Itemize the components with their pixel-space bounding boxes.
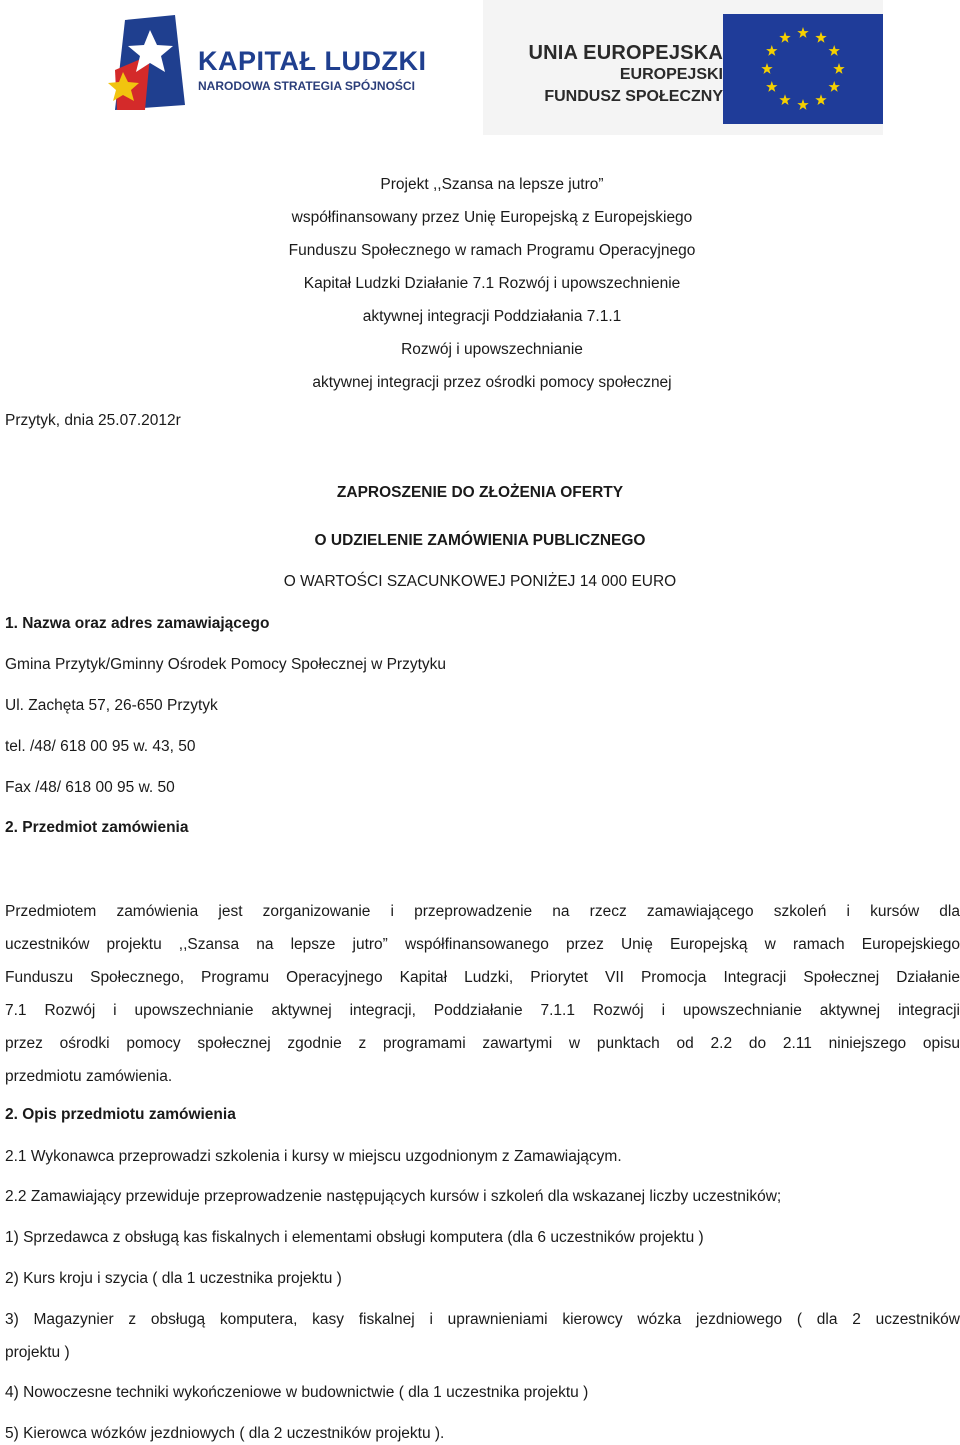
- project-line-6: Rozwój i upowszechnianie: [401, 341, 583, 358]
- project-header: [200, 168, 784, 399]
- date-line: Przytyk, dnia 25.07.2012r: [5, 412, 181, 429]
- section2-heading: 2. Przedmiot zamówienia: [5, 819, 189, 836]
- project-line-3: Funduszu Społecznego w ramach Programu Operacyjnego: [288, 242, 696, 259]
- para-line-2: uczestników projektu ,,Szansa na lepsze jutro” współfinansowanego przez Unię Europejską w ramach Europejskiego: [5, 936, 960, 953]
- list-item-3: 3) Magazynier z obsługą komputera, kasy fiskalnej i uprawnieniami kierowcy wózka jezdniowego ( dla 2 uczestników: [5, 1311, 960, 1328]
- title-line-2: O UDZIELENIE ZAMÓWIENIA PUBLICZNEGO: [314, 532, 646, 549]
- title-line-3: O WARTOŚCI SZACUNKOWEJ PONIŻEJ 14 000 EURO: [283, 573, 677, 590]
- section2-paragraph: [5, 895, 960, 1093]
- ue-title: UNIA EUROPEJSKA: [528, 42, 723, 64]
- section3-heading: 2. Opis przedmiotu zamówienia: [5, 1106, 236, 1123]
- project-line-5: aktywnej integracji Poddziałania 7.1.1: [362, 308, 622, 325]
- ue-subtitle-1: EUROPEJSKI: [619, 66, 723, 83]
- para-line-3: Funduszu Społecznego, Programu Operacyjnego Kapitał Ludzki, Priorytet VII Promocja Integracji Społecznej Działanie: [5, 969, 960, 986]
- project-line-4: Kapitał Ludzki Działanie 7.1 Rozwój i upowszechnienie: [303, 275, 681, 292]
- project-line-7: aktywnej integracji przez ośrodki pomocy społecznej: [312, 374, 672, 391]
- list-item-1: 1) Sprzedawca z obsługą kas fiskalnych i elementami obsługi komputera (dla 6 uczestników projektu ): [5, 1229, 704, 1246]
- kapital-ludzki-emblem-icon: [105, 10, 195, 120]
- project-line-2: współfinansowany przez Unię Europejską z Europejskiego: [291, 209, 693, 226]
- para-line-6: przedmiotu zamówienia.: [5, 1068, 173, 1085]
- title-line-1: ZAPROSZENIE DO ZŁOŻENIA OFERTY: [336, 484, 624, 501]
- ue-subtitle-2: FUNDUSZ SPOŁECZNY: [544, 88, 723, 105]
- list-item-3-cont: projektu ): [5, 1344, 70, 1361]
- section1-line-3: tel. /48/ 618 00 95 w. 43, 50: [5, 738, 196, 755]
- kapital-ludzki-title: KAPITAŁ LUDZKI: [198, 46, 427, 76]
- kapital-ludzki-subtitle: NARODOWA STRATEGIA SPÓJNOŚCI: [198, 79, 415, 93]
- eu-flag-icon: [723, 14, 883, 124]
- item-2-2: 2.2 Zamawiający przewiduje przeprowadzenie następujących kursów i szkoleń dla wskazanej liczby uczestników;: [5, 1188, 782, 1205]
- list-item-5: 5) Kierowca wózków jezdniowych ( dla 2 uczestników projektu ).: [5, 1425, 445, 1442]
- section1-line-1: Gmina Przytyk/Gminny Ośrodek Pomocy Społecznej w Przytyku: [5, 656, 447, 673]
- list-item-4: 4) Nowoczesne techniki wykończeniowe w budownictwie ( dla 1 uczestnika projektu ): [5, 1384, 589, 1401]
- para-line-4: 7.1 Rozwój i upowszechnianie aktywnej integracji, Poddziałanie 7.1.1 Rozwój i upowszechnianie aktywnej integracji: [5, 1002, 960, 1019]
- item-2-1: 2.1 Wykonawca przeprowadzi szkolenia i kursy w miejscu uzgodnionym z Zamawiającym.: [5, 1148, 622, 1165]
- kapital-ludzki-logo: [105, 10, 435, 120]
- section1-line-2: Ul. Zachęta 57, 26-650 Przytyk: [5, 697, 218, 714]
- list-item-2: 2) Kurs kroju i szycia ( dla 1 uczestnika projektu ): [5, 1270, 342, 1287]
- unia-europejska-logo: [483, 0, 883, 135]
- section1-line-4: Fax /48/ 618 00 95 w. 50: [5, 779, 175, 796]
- section1-heading: 1. Nazwa oraz adres zamawiającego: [5, 615, 270, 632]
- para-line-5: przez ośrodki pomocy społecznej zgodnie z programami zawartymi w punktach od 2.2 do 2.11 niniejszego opisu: [5, 1035, 960, 1052]
- para-line-1: Przedmiotem zamówienia jest zorganizowanie i przeprowadzenie na rzecz zamawiającego szkoleń i kursów dla: [5, 903, 960, 920]
- project-line-1: Projekt ,,Szansa na lepsze jutro”: [380, 176, 604, 193]
- list-item-3-wrap: [5, 1303, 960, 1369]
